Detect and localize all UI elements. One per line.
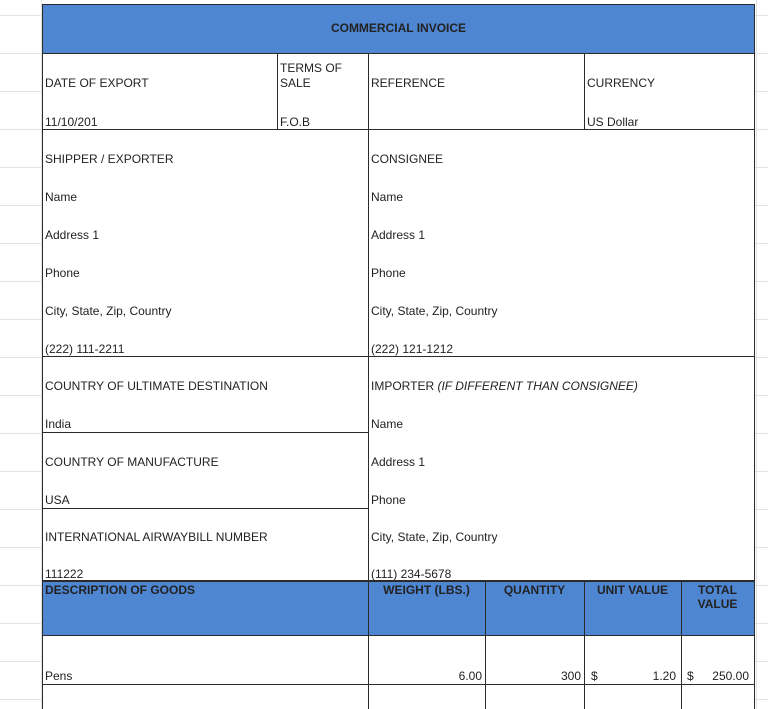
destination-value[interactable]: India bbox=[45, 417, 72, 431]
goods-unit-value-header: UNIT VALUE bbox=[596, 583, 669, 597]
goods-total-value[interactable]: 250.00 bbox=[712, 669, 749, 683]
invoice-title: COMMERCIAL INVOICE bbox=[330, 21, 467, 35]
goods-quantity-header: QUANTITY bbox=[503, 583, 566, 597]
shipper-city[interactable]: City, State, Zip, Country bbox=[45, 304, 172, 318]
terms-of-sale-value[interactable]: F.O.B bbox=[280, 115, 311, 129]
goods-total-value-header-line1: TOTAL bbox=[698, 583, 737, 597]
consignee-address[interactable]: Address 1 bbox=[371, 228, 426, 242]
date-of-export-value[interactable]: 11/10/201 bbox=[45, 115, 98, 129]
consignee-city[interactable]: City, State, Zip, Country bbox=[371, 304, 498, 318]
goods-unit-currency: $ bbox=[591, 669, 598, 683]
importer-phone-number[interactable]: (111) 234-5678 bbox=[371, 567, 452, 581]
manufacture-value[interactable]: USA bbox=[45, 493, 70, 507]
importer-phone[interactable]: Phone bbox=[371, 493, 406, 507]
shipper-name[interactable]: Name bbox=[45, 190, 78, 204]
goods-total-value-header-line2: VALUE bbox=[697, 597, 738, 611]
importer-city[interactable]: City, State, Zip, Country bbox=[371, 530, 498, 544]
destination-label: COUNTRY OF ULTIMATE DESTINATION bbox=[45, 379, 268, 393]
importer-name[interactable]: Name bbox=[371, 417, 404, 431]
shipper-phone[interactable]: Phone bbox=[45, 266, 80, 280]
terms-of-sale-label-line2: SALE bbox=[280, 76, 311, 90]
consignee-phone[interactable]: Phone bbox=[371, 266, 406, 280]
importer-label bbox=[371, 380, 638, 393]
goods-description-header: DESCRIPTION OF GOODS bbox=[45, 583, 196, 597]
shipper-phone-number[interactable]: (222) 111-2211 bbox=[45, 342, 125, 356]
goods-total-currency: $ bbox=[687, 669, 694, 683]
goods-weight[interactable]: 6.00 bbox=[458, 669, 482, 683]
manufacture-label: COUNTRY OF MANUFACTURE bbox=[45, 455, 219, 469]
shipper-label: SHIPPER / EXPORTER bbox=[45, 152, 174, 166]
commercial-invoice-form bbox=[42, 4, 755, 709]
goods-quantity[interactable]: 300 bbox=[560, 669, 581, 683]
importer-label-note: (IF DIFFERENT THAN CONSIGNEE) bbox=[437, 379, 638, 393]
date-of-export-label: DATE OF EXPORT bbox=[45, 76, 149, 90]
airwaybill-label: INTERNATIONAL AIRWAYBILL NUMBER bbox=[45, 530, 268, 544]
importer-address[interactable]: Address 1 bbox=[371, 455, 426, 469]
importer-label-text: IMPORTER bbox=[371, 379, 438, 393]
consignee-phone-number[interactable]: (222) 121-1212 bbox=[371, 342, 454, 356]
goods-weight-header: WEIGHT (LBS.) bbox=[383, 583, 470, 597]
currency-value[interactable]: US Dollar bbox=[587, 115, 639, 129]
shipper-address[interactable]: Address 1 bbox=[45, 228, 100, 242]
airwaybill-value[interactable]: 111222 bbox=[45, 567, 84, 581]
reference-label: REFERENCE bbox=[371, 76, 446, 90]
currency-label: CURRENCY bbox=[587, 76, 656, 90]
goods-description[interactable]: Pens bbox=[45, 669, 73, 683]
consignee-label: CONSIGNEE bbox=[371, 152, 444, 166]
goods-unit-value[interactable]: 1.20 bbox=[652, 669, 676, 683]
consignee-name[interactable]: Name bbox=[371, 190, 404, 204]
terms-of-sale-label-line1: TERMS OF bbox=[280, 61, 342, 75]
